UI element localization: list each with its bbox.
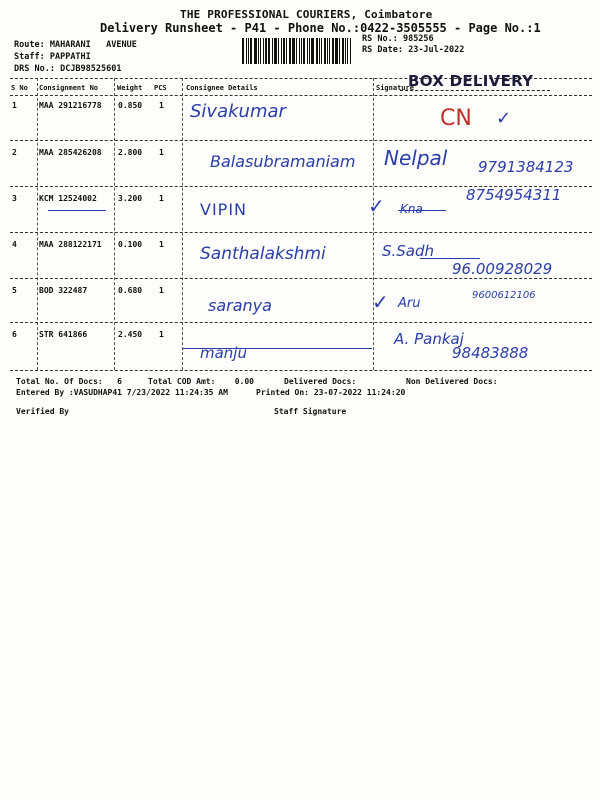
row-pcs: 1 — [159, 240, 164, 249]
row-weight: 0.100 — [118, 240, 143, 249]
row-phone: 9600612106 — [472, 290, 536, 301]
barcode-bar — [281, 38, 282, 64]
barcode-bar — [278, 38, 279, 64]
row-signature: Nelpal — [384, 146, 448, 170]
rs-no-value: 985256 — [402, 34, 434, 44]
staff-line: Staff: PAPPATHI — [14, 52, 91, 62]
barcode-bar — [296, 38, 297, 64]
barcode-bar — [299, 38, 300, 64]
barcode-bar — [265, 38, 267, 64]
total-cod-line: Total COD Amt: 0.00 — [148, 377, 254, 386]
rs-no-line: RS No.: 985256 — [362, 34, 434, 44]
barcode-bar — [342, 38, 344, 64]
barcode-bar — [274, 38, 277, 64]
row-sno: 6 — [12, 330, 17, 339]
barcode — [242, 38, 354, 64]
row-consignment: MAA 288122171 — [39, 240, 102, 249]
printed-on-line: Printed On: 23-07-2022 11:24:20 — [256, 388, 406, 397]
row-pcs: 1 — [159, 101, 164, 110]
stamp-underline — [400, 90, 550, 91]
box-delivery-stamp: BOX DELIVERY — [408, 72, 534, 90]
drs-line: DRS No.: DCJB98525601 — [14, 64, 122, 74]
delivered-docs-line: Delivered Docs: — [284, 377, 357, 386]
barcode-bar — [332, 38, 334, 64]
col-header-signature: Signature — [376, 84, 414, 92]
row-pcs: 1 — [159, 194, 164, 203]
barcode-bar — [268, 38, 270, 64]
runsheet-title: Delivery Runsheet - P41 - Phone No.:0422-3505555 - Page No.:1 — [100, 21, 541, 35]
row-pcs: 1 — [159, 330, 164, 339]
barcode-bar — [324, 38, 326, 64]
barcode-bar — [339, 38, 340, 64]
col-divider — [182, 78, 183, 370]
col-header-pcs: PCS — [154, 84, 167, 92]
row-phone: 8754954311 — [466, 186, 562, 204]
row-phone: 9791384123 — [478, 158, 574, 176]
printed-on-value: 23-07-2022 11:24:20 — [313, 388, 406, 397]
barcode-bar — [311, 38, 314, 64]
rs-date-line: RS Date: 23-Jul-2022 — [362, 45, 465, 55]
route-line: Route: MAHARANI AVENUE — [14, 40, 137, 50]
row-phone: 96.00928029 — [452, 260, 553, 278]
barcode-bar — [242, 38, 244, 64]
col-divider — [37, 78, 38, 370]
row-signature: Kna — [400, 202, 423, 216]
total-docs-value: 6 — [117, 377, 122, 386]
non-delivered-docs-line: Non Delivered Docs: — [406, 377, 498, 386]
row-consignee: VIPIN — [200, 200, 247, 219]
row-divider — [10, 278, 592, 279]
barcode-bar — [254, 38, 257, 64]
row-signature: A. Pankaj — [394, 330, 464, 348]
row-divider — [10, 140, 592, 141]
row-consignee: manju — [200, 344, 247, 362]
rs-date-value: 23-Jul-2022 — [408, 45, 465, 55]
tick-icon: ✓ — [496, 108, 512, 129]
barcode-bar — [248, 38, 249, 64]
total-docs-line: Total No. Of Docs: 6 — [16, 377, 122, 386]
row-consignee: Santhalakshmi — [200, 244, 326, 264]
row-consignee: saranya — [208, 296, 272, 315]
col-header-consignee: Consignee Details — [186, 84, 258, 92]
row-weight: 0.680 — [118, 286, 143, 295]
row-sno: 2 — [12, 148, 17, 157]
signature-strike — [398, 210, 446, 211]
col-header-weight: Weight — [117, 84, 143, 92]
barcode-bar — [260, 38, 261, 64]
barcode-bar — [258, 38, 259, 64]
barcode-bar — [329, 38, 330, 64]
row-weight: 2.450 — [118, 330, 143, 339]
tick-icon: ✓ — [368, 194, 385, 218]
row-divider — [10, 322, 592, 323]
row-phone: 98483888 — [452, 344, 529, 362]
barcode-bar — [263, 38, 264, 64]
row-weight: 0.850 — [118, 101, 143, 110]
barcode-bar — [250, 38, 252, 64]
col-header-consignment: Consignment No — [39, 84, 99, 92]
entered-by-value: VASUDHAP41 7/23/2022 11:24:35 AM — [73, 388, 228, 397]
table-bottom-rule — [10, 370, 592, 371]
row-consignment: MAA 291216778 — [39, 101, 102, 110]
row-consignment: MAA 285426208 — [39, 148, 102, 157]
verified-by-label: Verified By — [16, 407, 69, 416]
barcode-bar — [321, 38, 322, 64]
tick-icon: ✓ — [372, 290, 389, 314]
col-divider — [114, 78, 115, 370]
col-divider — [373, 78, 374, 370]
table-header-rule — [10, 95, 592, 96]
row-sno: 4 — [12, 240, 17, 249]
row-sno: 5 — [12, 286, 17, 295]
barcode-bar — [301, 38, 302, 64]
barcode-bar — [350, 38, 351, 64]
total-cod-value: 0.00 — [234, 377, 254, 386]
barcode-bar — [289, 38, 291, 64]
barcode-bar — [345, 38, 346, 64]
col-header-sno: S No — [11, 84, 28, 92]
barcode-bar — [307, 38, 308, 64]
row-divider — [10, 232, 592, 233]
barcode-bar — [309, 38, 310, 64]
barcode-bar — [272, 38, 273, 64]
barcode-bar — [283, 38, 285, 64]
pen-underline — [48, 210, 106, 211]
barcode-bar — [335, 38, 338, 64]
row-pcs: 1 — [159, 286, 164, 295]
row-consignment: STR 641866 — [39, 330, 88, 339]
barcode-bar — [327, 38, 328, 64]
route-value: MAHARANI AVENUE — [49, 40, 137, 50]
row-sno: 3 — [12, 194, 17, 203]
staff-value: PAPPATHI — [49, 52, 91, 62]
entered-by-line: Entered By :VASUDHAP41 7/23/2022 11:24:35 AM — [16, 388, 228, 397]
staff-signature-label: Staff Signature — [274, 407, 347, 416]
row-pcs: 1 — [159, 148, 164, 157]
barcode-bar — [319, 38, 320, 64]
row-consignee: Sivakumar — [190, 101, 286, 122]
drs-value: DCJB98525601 — [60, 64, 122, 74]
row-signature: Aru — [398, 296, 421, 311]
signature-strike — [420, 258, 480, 259]
row-weight: 2.800 — [118, 148, 143, 157]
barcode-bar — [316, 38, 318, 64]
row-signature: CN — [440, 106, 472, 131]
barcode-bar — [347, 38, 348, 64]
row-consignee: Balasubramaniam — [210, 152, 356, 171]
row-signature: S.Sadh — [382, 242, 435, 260]
barcode-bar — [292, 38, 295, 64]
row-sno: 1 — [12, 101, 17, 110]
row-consignment: BOD 322487 — [39, 286, 88, 295]
barcode-bar — [303, 38, 305, 64]
company-name: THE PROFESSIONAL COURIERS, Coimbatore — [180, 8, 433, 21]
barcode-bar — [286, 38, 287, 64]
row-consignment: KCM 12524002 — [39, 194, 97, 203]
row-weight: 3.200 — [118, 194, 143, 203]
barcode-bar — [246, 38, 247, 64]
